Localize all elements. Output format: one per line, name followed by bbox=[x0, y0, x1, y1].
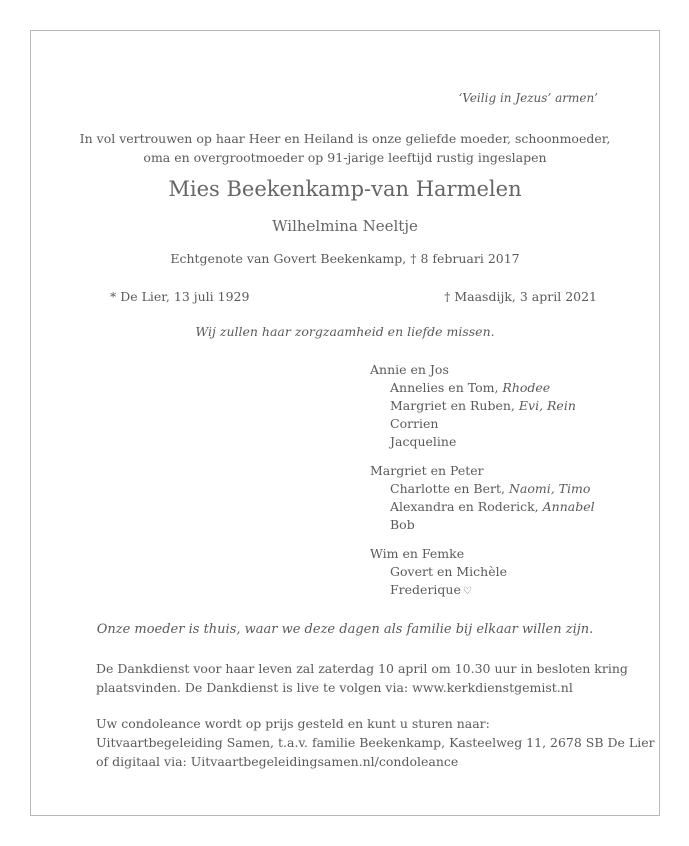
miss-line: Wij zullen haar zorgzaamheid en liefde missen. bbox=[195, 324, 495, 339]
condolence-line: Uw condoleance wordt op prijs gesteld en kunt u sturen naar: bbox=[96, 716, 490, 731]
child-names: Corrien bbox=[390, 416, 439, 431]
motto: ‘Veilig in Jezus’ armen’ bbox=[458, 91, 598, 105]
spouse-line: Echtgenote van Govert Beekenkamp, † 8 februari 2017 bbox=[170, 251, 520, 266]
service-line: De Dankdienst voor haar leven zal zaterdag 10 april om 10.30 uur in besloten kring bbox=[96, 661, 628, 676]
grandchildren-names: Evi, Rein bbox=[518, 398, 576, 413]
condolence-info bbox=[96, 714, 655, 771]
family-child bbox=[370, 516, 595, 534]
death-info: † Maasdijk, 3 april 2021 bbox=[444, 289, 597, 304]
child-names: Alexandra en Roderick, bbox=[390, 499, 543, 514]
child-names: Bob bbox=[390, 517, 415, 532]
home-line: Onze moeder is thuis, waar we deze dagen als familie bij elkaar willen zijn. bbox=[96, 622, 594, 637]
condolence-line: Uitvaartbegeleiding Samen, t.a.v. familie Beekenkamp, Kasteelweg 11, 2678 SB De Lier bbox=[96, 735, 655, 750]
intro-line: oma en overgrootmoeder op 91-jarige leeftijd rustig ingeslapen bbox=[143, 150, 547, 165]
family-child bbox=[370, 415, 595, 433]
family-group bbox=[370, 545, 595, 601]
family-child bbox=[370, 581, 595, 601]
service-info bbox=[96, 659, 628, 697]
grandchildren-names: Naomi, Timo bbox=[508, 481, 591, 496]
family-child bbox=[370, 397, 595, 415]
intro-text bbox=[31, 129, 659, 167]
grandchildren-names: Rhodee bbox=[502, 380, 551, 395]
family-group bbox=[370, 361, 595, 451]
intro-line: In vol vertrouwen op haar Heer en Heiland is onze geliefde moeder, schoonmoeder, bbox=[79, 131, 611, 146]
family-parents: Annie en Jos bbox=[370, 362, 449, 377]
family-child bbox=[370, 498, 595, 516]
family-list bbox=[370, 361, 595, 612]
deceased-name: Mies Beekenkamp-van Harmelen bbox=[168, 177, 522, 201]
family-child bbox=[370, 563, 595, 581]
condolence-line: of digitaal via: Uitvaartbegeleidingsamen.nl/condoleance bbox=[96, 754, 459, 769]
family-child bbox=[370, 379, 595, 397]
child-names: Charlotte en Bert, bbox=[390, 481, 509, 496]
family-child bbox=[370, 433, 595, 451]
child-names: Jacqueline bbox=[390, 434, 457, 449]
family-parents: Margriet en Peter bbox=[370, 463, 484, 478]
grandchildren-names: Annabel bbox=[542, 499, 595, 514]
family-parents: Wim en Femke bbox=[370, 546, 465, 561]
birth-info: * De Lier, 13 juli 1929 bbox=[110, 289, 250, 304]
heart-icon: ♡ bbox=[462, 586, 472, 597]
child-names: Frederique bbox=[390, 582, 461, 597]
child-names: Annelies en Tom, bbox=[390, 380, 503, 395]
child-names: Margriet en Ruben, bbox=[390, 398, 519, 413]
child-names: Govert en Michèle bbox=[390, 564, 508, 579]
obituary-card bbox=[30, 30, 660, 816]
service-line: plaatsvinden. De Dankdienst is live te volgen via: www.kerkdienstgemist.nl bbox=[96, 680, 573, 695]
given-names: Wilhelmina Neeltje bbox=[272, 217, 418, 235]
family-group bbox=[370, 462, 595, 534]
family-child bbox=[370, 480, 595, 498]
